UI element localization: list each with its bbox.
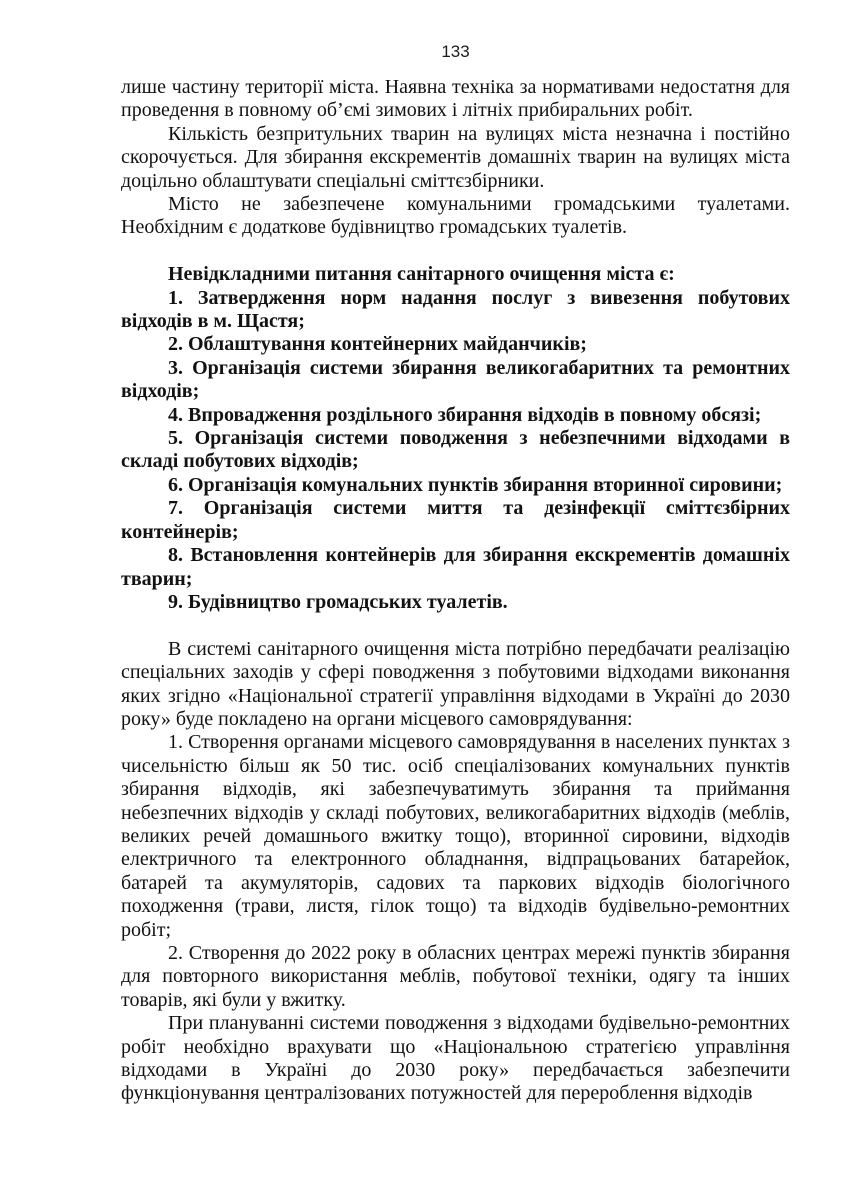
priority-item: 2. Облаштування контейнерних майданчиків; bbox=[168, 333, 587, 356]
priority-item: 4. Впровадження роздільного збирання відходів в повному обсязі; bbox=[168, 403, 762, 426]
page-number: 133 bbox=[441, 42, 470, 61]
priority-item: 3. Організація системи збирання великогабаритних та ремонтних відходів; bbox=[121, 356, 790, 403]
paragraph: Місто не забезпечене комунальними громадськими туалетами. Необхідним є додаткове будівництво громадських туалетів. bbox=[121, 193, 790, 239]
priority-item: 8. Встановлення контейнерів для збирання екскрементів домашніх тварин; bbox=[121, 544, 790, 590]
priority-item: 7. Організація системи миття та дезінфекції сміттєзбірних контейнерів; bbox=[121, 497, 790, 543]
document-body bbox=[121, 76, 790, 1106]
section-heading: Невідкладними питання санітарного очищення міста є: bbox=[168, 263, 675, 286]
paragraph: 2. Створення до 2022 року в обласних центрах мережі пунктів збирання для повторного використання меблів, побутової техніки, одягу та інших товарів, які були у вжитку. bbox=[121, 942, 790, 1011]
paragraph: 1. Створення органами місцевого самоврядування в населених пунктах з чисельністю більш як 50 тис. осіб спеціалізованих комунальних пунктів збирання відходів, які забезпечуватимуть збирання та приймання небезпечних відходів у складі побутових, великогабаритних відходів (меблів, великих речей домашнього вжитку тощо), вторинної сировини, відходів електричного та електронного обладнання, відпрацьованих батарейок, батарей та акумуляторів, садових та паркових відходів біологічного походження (трави, листя, гілок тощо) та відходів будівельно-ремонтних робіт; bbox=[121, 731, 790, 941]
priority-item: 5. Організація системи поводження з небезпечними відходами в складі побутових відходів; bbox=[121, 427, 790, 473]
paragraph: При плануванні системи поводження з відходами будівельно-ремонтних робіт необхідно врахувати що «Національною стратегією управління відходами в Україні до 2030 року» передбачається забезпечити функціонування централізованих потужностей для перероблення відходів bbox=[121, 1012, 790, 1105]
priority-item: 6. Організація комунальних пунктів збирання вторинної сировини; bbox=[168, 473, 783, 496]
continued-paragraph: лише частину території міста. Наявна техніка за нормативами недостатня для проведення в повному об’ємі зимових і літніх прибиральних робіт. bbox=[121, 76, 790, 122]
priority-item: 9. Будівництво громадських туалетів. bbox=[168, 590, 508, 613]
priority-item: 1. Затвердження норм надання послуг з вивезення побутових відходів в м. Щастя; bbox=[121, 286, 790, 333]
paragraph: Кількість безпритульних тварин на вулицях міста незначна і постійно скорочується. Для збирання екскрементів домашніх тварин на вулицях міста доцільно облаштувати спеціальні сміттєзбірники. bbox=[121, 122, 790, 192]
paragraph: В системі санітарного очищення міста потрібно передбачати реалізацію спеціальних заходів у сфері поводження з побутовими відходами виконання яких згідно «Національної стратегії управління відходами в Україні до 2030 року» буде покладено на органи місцевого самоврядування: bbox=[121, 637, 790, 730]
